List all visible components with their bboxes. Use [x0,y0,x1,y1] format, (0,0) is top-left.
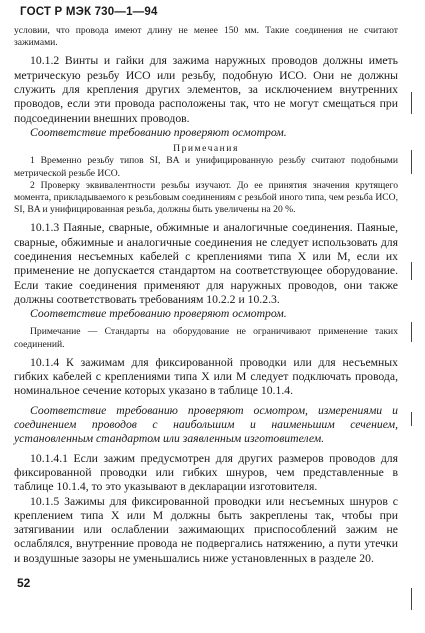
margin-mark [411,322,412,342]
note-3: Примечание — Стандарты на оборудование не ограничивают применение таких соединений. [14,326,398,350]
margin-mark [411,588,412,610]
clause-10-1-5: 10.1.5 Зажимы для фиксированной проводки или несъемных шнуров с креплением типа X или M должны быть закреплены так, чтобы при затягивании или ослаблении зажимающих приспособлений зажим не ослаблялся, внутренние провода не подвергались натяжению, а пути утечки и воздушные зазоры не уменьшались ниже установленных в разделе 20. [14,494,398,565]
compliance-check-2: Соответствие требованию проверяют осмотром. [30,307,287,321]
continued-paragraph: условии, что провода имеют длину не менее 150 мм. Такие соединения не считают зажимами. [14,25,398,49]
compliance-check-1: Соответствие требованию проверяют осмотром. [30,125,287,139]
margin-mark [411,412,412,426]
page-number: 52 [17,576,31,590]
compliance-check-3: Соответствие требованию проверяют осмотром, измерениями и соединением проводов с наибольшим и наименьшим сечением, установленным стандартом или заявленным изготовителем. [14,403,398,446]
clause-10-1-3: 10.1.3 Паяные, сварные, обжимные и аналогичные соединения. Паяные, сварные, обжимные и аналогичные соединения не следует использовать для соединения несъемных кабелей с креплениями типа X или M, если их применение не допускается стандартом на соответствующее оборудование. Если такие соединения применяют для наружных проводов, они также должны соответствовать требованиям 10.2.2 и 10.2.3. [14,221,398,306]
clause-10-1-4-1: 10.1.4.1 Если зажим предусмотрен для других размеров проводов для фиксированной проводки или гибких шнуров, чем представленные в таблице 10.1.4, то это указывают в декларации изготовителя. [14,451,398,494]
notes-heading: Примечания [173,143,239,155]
margin-mark [411,262,412,280]
clause-10-1-2: 10.1.2 Винты и гайки для зажима наружных проводов должны иметь метрическую резьбу ИСО или резьбу, подобную ИСО. Они не должны служить для крепления других элементов, за исключением внутренних проводов, если эти провода расположены так, что не могут смещаться при подсоединении внешних проводов. [14,54,398,125]
note-1: 1 Временно резьбу типов SI, BA и унифицированную резьбу считают подобными метрической резьбе ИСО. [14,155,398,179]
page-header: ГОСТ Р МЭК 730—1—94 [20,6,158,18]
document-page [14,6,398,566]
clause-10-1-4: 10.1.4 К зажимам для фиксированной проводки или для несъемных гибких кабелей с креплениями типа X или M следует подключать провода, номинальное сечение которых указано в таблице 10.1.4. [14,355,398,398]
note-2: 2 Проверку эквивалентности резьбы изучают. До ее принятия значения крутящего момента, прикладываемого к резьбовым соединениям с резьбой иного типа, чем резьба ИСО, SI, BA и унифицированная резьба, должны быть увеличены на 20 %. [14,179,398,216]
margin-mark [411,150,412,174]
margin-mark [411,92,412,114]
